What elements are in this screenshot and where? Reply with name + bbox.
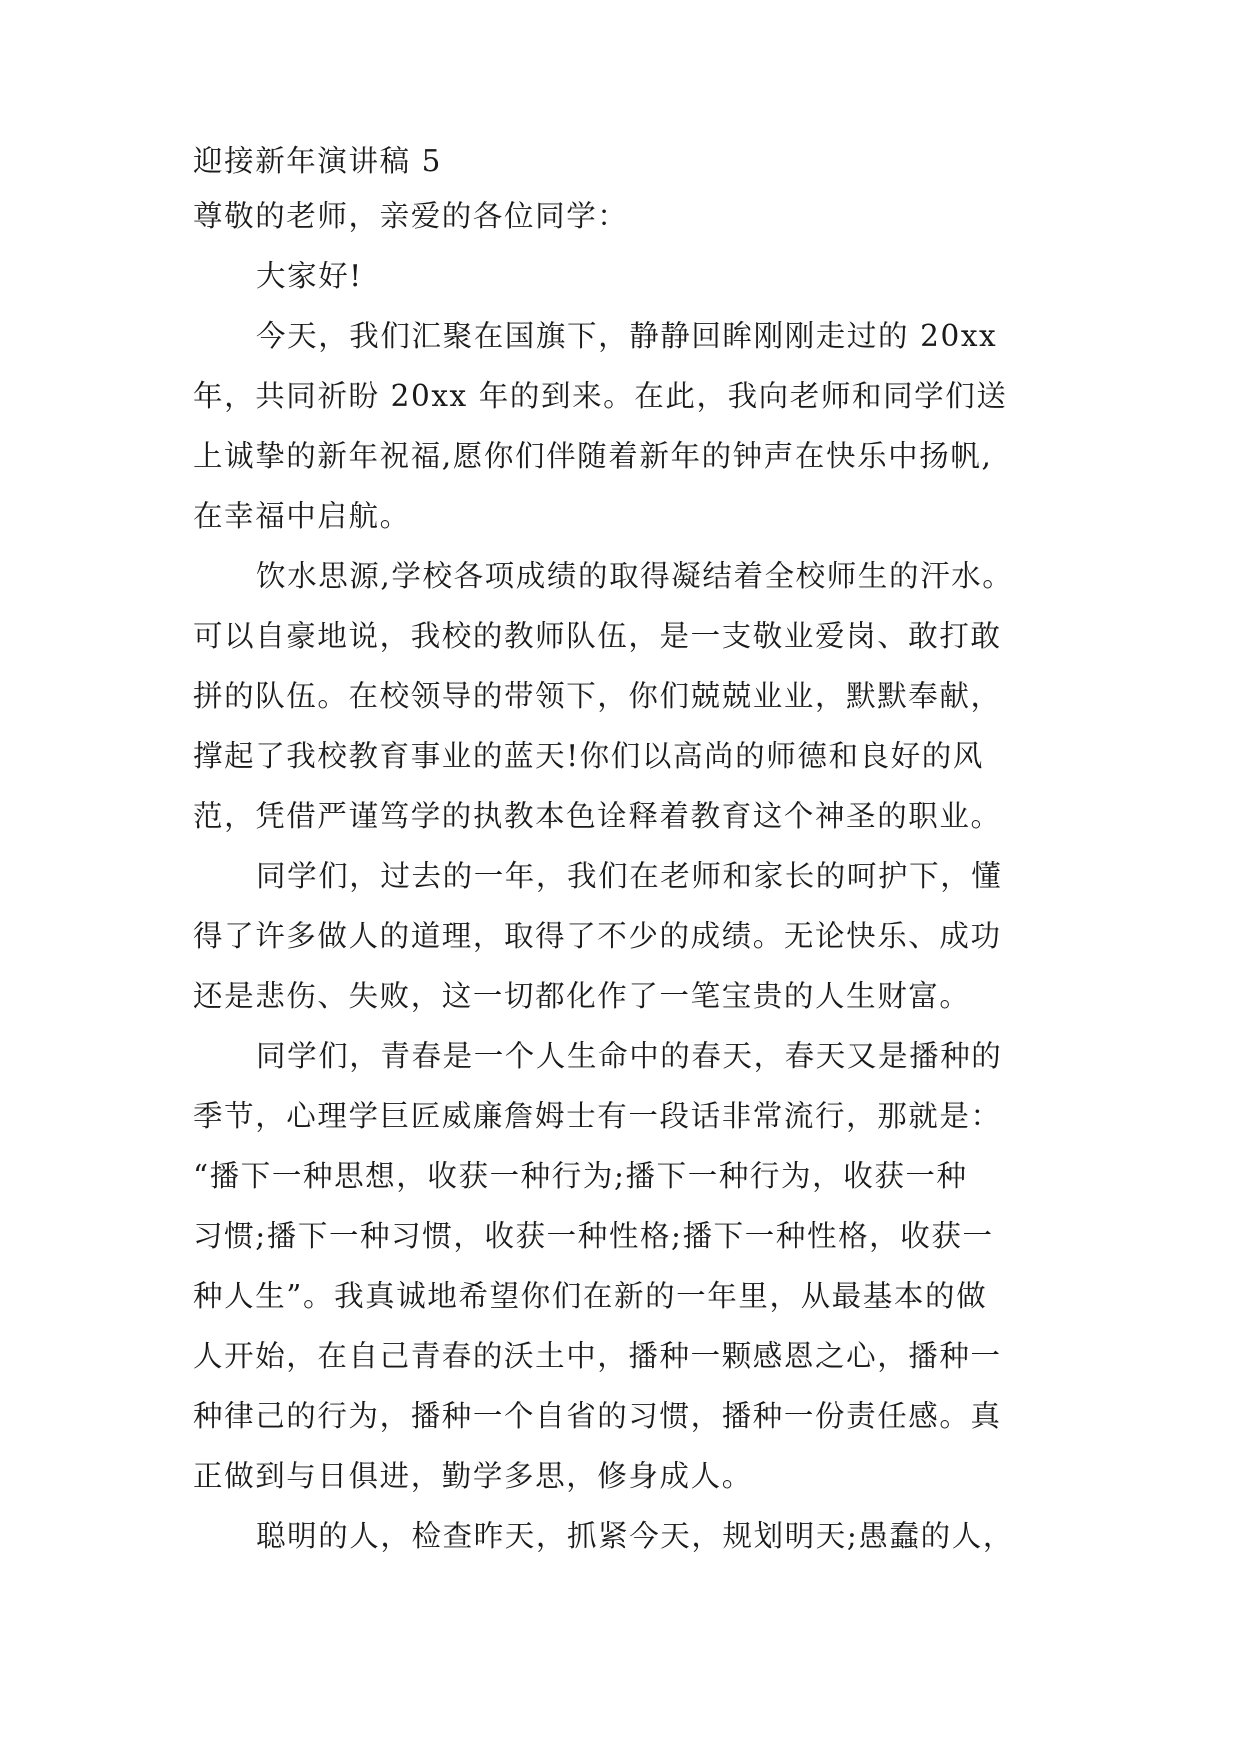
text-line: 得了许多做人的道理，取得了不少的成绩。无论快乐、成功	[193, 919, 1002, 953]
text-line: 正做到与日俱进，勤学多思，修身成人。	[193, 1459, 753, 1493]
text-line: 种律己的行为，播种一个自省的习惯，播种一份责任感。真	[193, 1399, 1002, 1433]
salutation: 尊敬的老师，亲爱的各位同学：	[193, 199, 629, 233]
text-line: 拼的队伍。在校领导的带领下，你们兢兢业业，默默奉献，	[193, 679, 1002, 713]
text-line: 季节，心理学巨匠威廉詹姆士有一段话非常流行，那就是：	[193, 1099, 1002, 1133]
text-line: 种人生”。我真诚地希望你们在新的一年里，从最基本的做	[193, 1279, 988, 1313]
text-line: 在幸福中启航。	[193, 499, 411, 533]
text-line: 范，凭借严谨笃学的执教本色诠释着教育这个神圣的职业。	[193, 799, 1002, 833]
text-line: 大家好!	[256, 259, 363, 293]
text-line: 年，共同祈盼 20xx 年的到来。在此，我向老师和同学们送	[193, 379, 1008, 413]
text-line: 同学们，青春是一个人生命中的春天，春天又是播种的	[256, 1039, 1003, 1073]
text-line: “播下一种思想，收获一种行为;播下一种行为，收获一种	[193, 1159, 968, 1193]
document-title: 迎接新年演讲稿 5	[193, 144, 443, 178]
text-line: 还是悲伤、失败，这一切都化作了一笔宝贵的人生财富。	[193, 979, 971, 1013]
document-page	[193, 136, 1053, 1566]
text-line: 可以自豪地说，我校的教师队伍，是一支敬业爱岗、敢打敢	[193, 619, 1002, 653]
text-line: 人开始，在自己青春的沃土中，播种一颗感恩之心，播种一	[193, 1339, 1002, 1373]
text-line: 聪明的人，检查昨天，抓紧今天，规划明天;愚蠢的人，	[256, 1519, 1014, 1553]
document-body	[193, 246, 1053, 1566]
text-line: 撑起了我校教育事业的蓝天!你们以高尚的师德和良好的风	[193, 739, 984, 773]
text-line: 同学们，过去的一年，我们在老师和家长的呵护下，懂	[256, 859, 1003, 893]
text-line: 习惯;播下一种习惯，收获一种性格;播下一种性格，收获一	[193, 1219, 994, 1253]
text-line: 饮水思源,学校各项成绩的取得凝结着全校师生的汗水。	[256, 559, 1014, 593]
text-line: 上诚挚的新年祝福,愿你们伴随着新年的钟声在快乐中扬帆,	[193, 439, 993, 473]
text-line: 今天，我们汇聚在国旗下，静静回眸刚刚走过的 20xx	[256, 319, 998, 353]
